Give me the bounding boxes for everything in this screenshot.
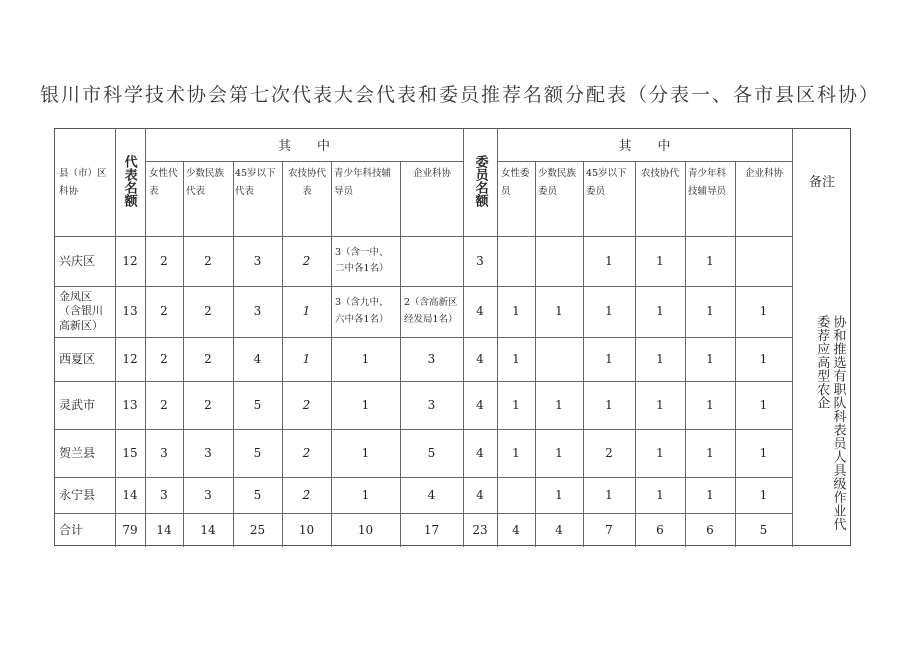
table-cell: 1: [605, 351, 613, 366]
row-label: 贺兰县: [59, 445, 96, 460]
table-cell: 3: [160, 487, 168, 502]
col-divider: [497, 129, 498, 547]
table-cell: 2: [302, 487, 311, 502]
table-cell: 1: [302, 351, 311, 366]
row-label: 西夏区: [59, 351, 96, 366]
table-cell: 17: [423, 522, 440, 537]
col-divider: [583, 161, 584, 547]
table-cell: 5: [253, 397, 262, 412]
table-cell: 3: [476, 253, 484, 268]
table-cell: 1: [759, 397, 768, 412]
table-cell: 6: [706, 522, 714, 537]
table-cell: [739, 236, 788, 286]
quota-table: [54, 128, 851, 546]
table-cell: 5: [427, 445, 436, 460]
col-divider: [635, 161, 636, 547]
table-cell: 4: [476, 351, 484, 366]
table-cell: 1: [605, 304, 613, 319]
table-cell: 1: [555, 304, 563, 319]
table-cell: 13: [122, 304, 138, 319]
table-cell: 1: [512, 304, 520, 319]
table-cell: 4: [253, 351, 262, 366]
table-cell: 2（含高新区经发局1名）: [404, 297, 458, 325]
table-cell: 2: [302, 253, 311, 268]
table-cell: 1: [656, 445, 664, 460]
col-divider: [115, 129, 116, 547]
table-cell: 2: [204, 253, 212, 268]
table-cell: 4: [427, 487, 436, 502]
col-youth-reps: 青少年科技辅导员: [334, 168, 392, 198]
table-cell: 3: [204, 445, 212, 460]
table-cell: 5: [759, 522, 768, 537]
table-cell: 3: [204, 487, 212, 502]
col-enterprise-reps: 企业科协: [412, 168, 451, 179]
table-cell: 15: [122, 445, 138, 460]
col-female-members: 女性委员: [501, 168, 530, 198]
col-divider: [331, 161, 332, 547]
reps-of-which-header: 其 中: [277, 139, 330, 154]
table-cell: [539, 236, 579, 286]
col-under45-reps: 45岁以下代表: [235, 168, 276, 198]
col-agri-members: 农技协代: [640, 168, 679, 179]
row-label: 兴庆区: [59, 253, 96, 268]
table-cell: 4: [512, 522, 520, 537]
table-cell: 1: [759, 445, 768, 460]
table-cell: 2: [302, 445, 311, 460]
table-cell: [501, 236, 531, 286]
table-cell: 4: [476, 487, 484, 502]
reps-quota-header: 代表名额: [121, 155, 137, 207]
table-cell: 1: [706, 487, 714, 502]
table-cell: 1: [361, 351, 370, 366]
table-cell: 2: [605, 445, 613, 460]
table-cell: 1: [656, 397, 664, 412]
members-of-which-header: 其 中: [618, 139, 671, 154]
col-under45-members: 45岁以下委员: [586, 168, 627, 198]
table-cell: 12: [122, 253, 138, 268]
table-cell: 1: [656, 351, 664, 366]
col-agri-reps: 农技协代表: [287, 168, 326, 198]
table-cell: 7: [605, 522, 613, 537]
table-cell: 1: [656, 304, 664, 319]
table-cell: 4: [476, 445, 484, 460]
table-cell: 1: [512, 397, 520, 412]
col-youth-members: 青少年科技辅导员: [688, 168, 727, 198]
table-cell: [501, 477, 531, 513]
table-cell: 12: [122, 351, 138, 366]
table-cell: 2: [204, 304, 212, 319]
table-cell: 1: [361, 445, 370, 460]
unit-header: 县（市）区科协: [59, 168, 107, 198]
table-cell: 2: [204, 351, 212, 366]
subheader-divider: [497, 161, 792, 162]
table-cell: 1: [759, 351, 768, 366]
col-divider: [233, 161, 234, 547]
table-cell: 4: [476, 304, 484, 319]
table-cell: 1: [656, 253, 664, 268]
row-label: 灵武市: [59, 397, 96, 412]
table-cell: 13: [122, 397, 138, 412]
table-cell: 3: [427, 397, 436, 412]
col-divider: [145, 129, 146, 547]
col-enterprise-members: 企业科协: [744, 168, 783, 179]
table-cell: 5: [253, 445, 262, 460]
table-cell: 14: [122, 487, 138, 502]
table-cell: 2: [160, 351, 168, 366]
col-divider: [735, 161, 736, 547]
table-cell: 2: [160, 397, 168, 412]
table-cell: 14: [156, 522, 172, 537]
table-cell: 2: [302, 397, 311, 412]
table-cell: 1: [605, 487, 613, 502]
col-minority-reps: 少数民族代表: [186, 168, 225, 198]
table-cell: 1: [302, 304, 311, 319]
col-divider: [685, 161, 686, 547]
remarks-text: 协和推选有职队科表员人具级作业代委荐应高型农企: [814, 315, 846, 531]
row-label: 永宁县: [59, 487, 96, 502]
table-cell: 1: [759, 304, 768, 319]
table-cell: 3: [253, 253, 262, 268]
table-cell: 3: [160, 445, 168, 460]
table-cell: [539, 337, 579, 381]
table-cell: 4: [555, 522, 563, 537]
table-cell: 1: [605, 253, 613, 268]
table-cell: [404, 236, 459, 286]
subheader-divider: [145, 161, 463, 162]
table-cell: 3（含九中、六中各1名）: [335, 297, 389, 325]
table-cell: 1: [361, 397, 370, 412]
table-cell: 14: [200, 522, 216, 537]
col-female-reps: 女性代表: [149, 168, 178, 198]
col-divider: [183, 161, 184, 547]
col-divider: [463, 129, 464, 547]
col-divider: [400, 161, 401, 547]
table-cell: 1: [555, 445, 563, 460]
col-divider: [535, 161, 536, 547]
table-cell: 3: [253, 304, 262, 319]
table-cell: 1: [706, 397, 714, 412]
table-cell: 1: [555, 487, 563, 502]
table-cell: 10: [357, 522, 374, 537]
col-minority-members: 少数民族委员: [538, 168, 577, 198]
table-cell: 3: [427, 351, 436, 366]
table-cell: 2: [204, 397, 212, 412]
table-cell: 1: [512, 351, 520, 366]
row-label: 金凤区（含银川高新区）: [59, 290, 103, 332]
row-label: 合计: [59, 522, 84, 537]
col-divider: [282, 161, 283, 547]
table-cell: 1: [706, 253, 714, 268]
table-cell: 1: [706, 351, 714, 366]
table-cell: 6: [656, 522, 664, 537]
members-quota-header: 委员名额: [472, 155, 488, 207]
table-cell: 2: [160, 253, 168, 268]
table-cell: 10: [298, 522, 315, 537]
page-title: 银川市科学技术协会第七次代表大会代表和委员推荐名额分配表（分表一、各市县区科协）: [39, 84, 880, 106]
table-cell: 79: [122, 522, 138, 537]
table-cell: 1: [706, 304, 714, 319]
remarks-header: 备注: [808, 175, 835, 190]
table-cell: 1: [361, 487, 370, 502]
table-cell: 1: [706, 445, 714, 460]
table-cell: 1: [512, 445, 520, 460]
table-cell: 1: [605, 397, 613, 412]
table-cell: 23: [472, 522, 488, 537]
table-cell: 25: [249, 522, 266, 537]
table-cell: 4: [476, 397, 484, 412]
table-cell: 1: [555, 397, 563, 412]
table-cell: 3（含一中、二中各1名）: [335, 246, 389, 274]
table-cell: 5: [253, 487, 262, 502]
table-cell: 2: [160, 304, 168, 319]
table-cell: 1: [656, 487, 664, 502]
table-cell: 1: [759, 487, 768, 502]
col-divider: [792, 129, 793, 547]
